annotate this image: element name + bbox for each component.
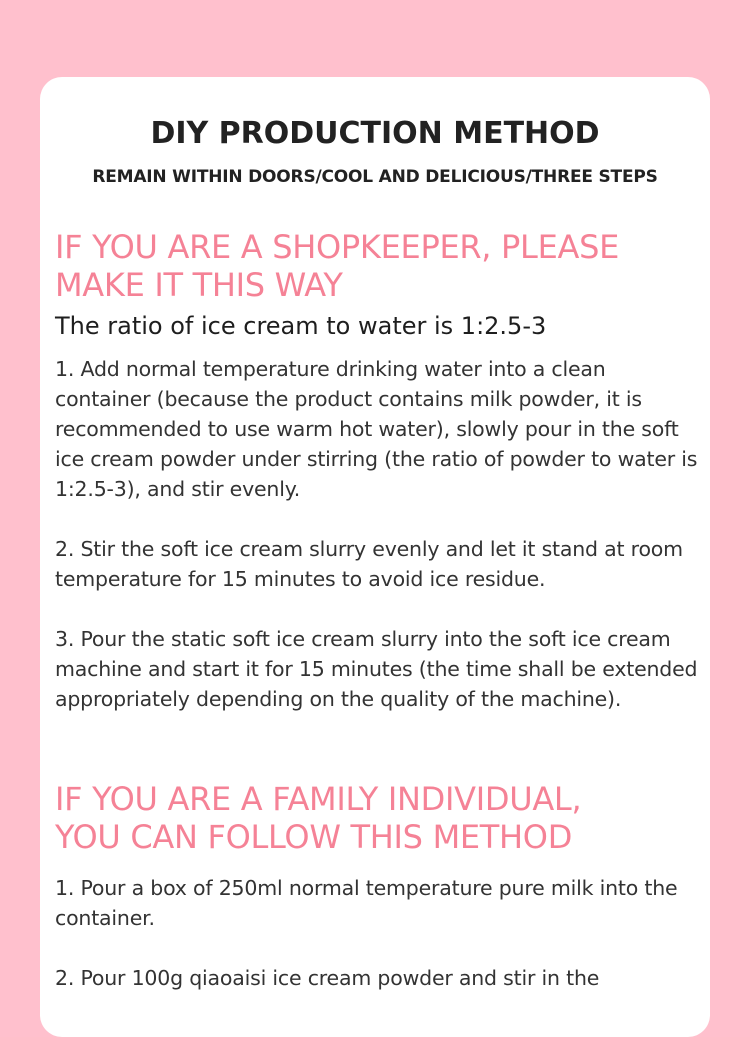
- page-title: DIY PRODUCTION METHOD: [150, 116, 600, 151]
- ratio-statement: The ratio of ice cream to water is 1:2.5-3: [55, 312, 547, 340]
- family-heading-line1: IF YOU ARE A FAMILY INDIVIDUAL,: [55, 780, 582, 818]
- page-subtitle: REMAIN WITHIN DOORS/COOL AND DELICIOUS/THREE STEPS: [92, 167, 658, 187]
- family-heading: [55, 780, 695, 856]
- family-step-2: 2. Pour 100g qiaoaisi ice cream powder and stir in the: [55, 966, 600, 990]
- shopkeeper-heading: [55, 228, 695, 304]
- shopkeeper-heading-line2: MAKE IT THIS WAY: [55, 266, 343, 304]
- shopkeeper-step-1: 1. Add normal temperature drinking water into a clean container (because the product contains milk powder, it is recommended to use warm hot water), slowly pour in the soft ice cream powder under stirring (the ratio of powder to water is 1:2.5-3), and stir evenly.: [55, 357, 698, 501]
- shopkeeper-step-3: 3. Pour the static soft ice cream slurry into the soft ice cream machine and start it for 15 minutes (the time shall be extended appropriately depending on the quality of the machine).: [55, 627, 698, 711]
- family-step-1: 1. Pour a box of 250ml normal temperature pure milk into the container.: [55, 876, 678, 930]
- shopkeeper-step-2: 2. Stir the soft ice cream slurry evenly and let it stand at room temperature for 15 minutes to avoid ice residue.: [55, 537, 683, 591]
- shopkeeper-heading-line1: IF YOU ARE A SHOPKEEPER, PLEASE: [55, 228, 620, 266]
- family-heading-line2: YOU CAN FOLLOW THIS METHOD: [55, 818, 573, 856]
